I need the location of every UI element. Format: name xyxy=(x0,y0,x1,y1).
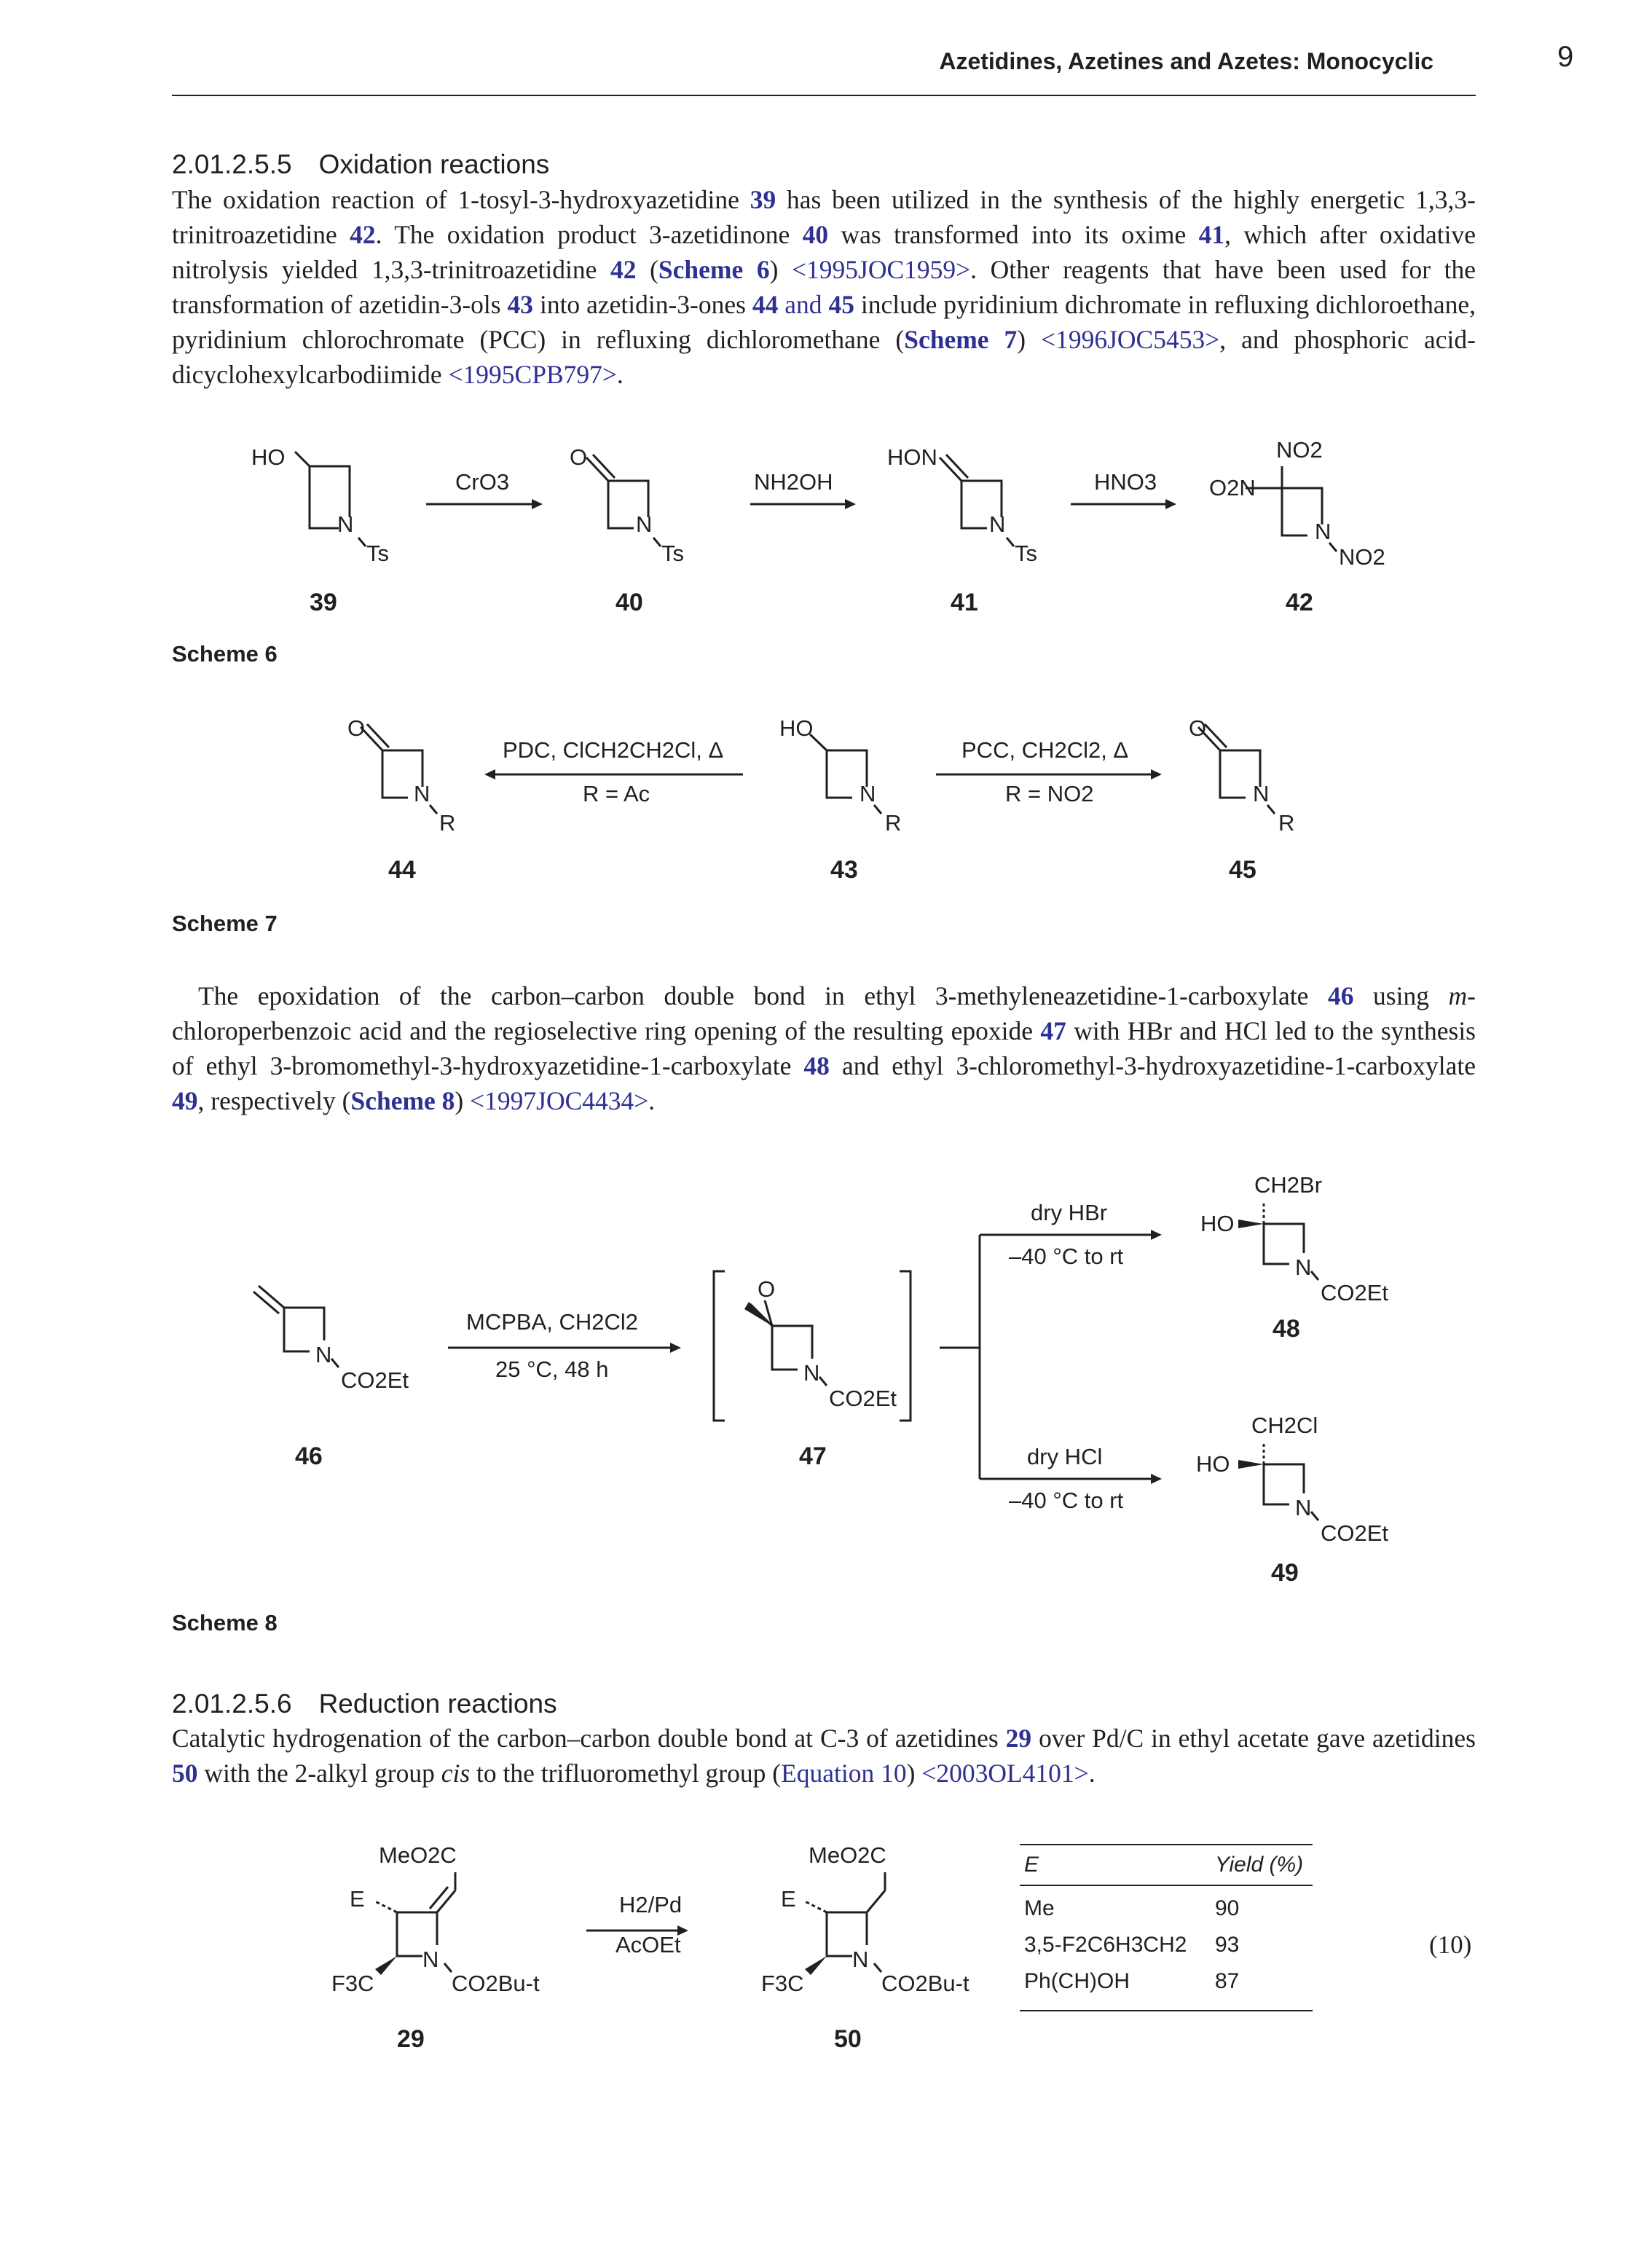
svg-text:HON: HON xyxy=(887,444,937,470)
compound-label-48: 48 xyxy=(1273,1315,1300,1343)
compound-label-47: 47 xyxy=(799,1442,827,1470)
svg-text:CO2Et: CO2Et xyxy=(1321,1520,1389,1546)
compound-label-42: 42 xyxy=(1286,589,1313,616)
svg-text:F3C: F3C xyxy=(331,1971,374,1996)
reagent-cro3: CrO3 xyxy=(455,469,510,495)
svg-text:Ts: Ts xyxy=(366,541,389,566)
svg-text:E: E xyxy=(781,1886,796,1912)
compound-ref-45[interactable]: 45 xyxy=(828,290,854,319)
scheme-6-graphic xyxy=(0,423,1652,656)
citation-link[interactable]: <1995CPB797> xyxy=(448,360,617,389)
scheme-8-link[interactable]: Scheme 8 xyxy=(350,1086,455,1115)
paragraph-reduction: Catalytic hydrogenation of the carbon–carbon double bond at C-3 of azetidines 29 over Pd/C in ethyl acetate gave azetidines 50 with the 2-alkyl group cis to the trifluoromethyl group (Equation 10) <2003OL4101>. xyxy=(172,1724,1476,1788)
page-number: 9 xyxy=(1557,41,1574,73)
compound-ref-39[interactable]: 39 xyxy=(750,185,776,214)
compound-ref-49[interactable]: 49 xyxy=(172,1086,198,1115)
svg-text:N: N xyxy=(989,511,1006,537)
scheme-8-graphic xyxy=(0,1158,1652,1610)
scheme-7-link[interactable]: Scheme 7 xyxy=(904,325,1018,354)
svg-text:HO: HO xyxy=(1196,1451,1230,1477)
equation-number: (10) xyxy=(1429,1931,1472,1959)
reagent-h2-pd: H2/Pd xyxy=(619,1892,683,1917)
svg-text:N: N xyxy=(1295,1254,1312,1280)
citation-link[interactable]: <1996JOC5453> xyxy=(1041,325,1220,354)
svg-text:R: R xyxy=(1278,810,1295,836)
table-row: Ph(CH)OH 87 xyxy=(1024,1969,1240,1993)
running-title: Azetidines, Azetines and Azetes: Monocyclic xyxy=(939,48,1433,74)
svg-text:N: N xyxy=(860,781,876,806)
section-heading-reduction: 2.01.2.5.6 Reduction reactions xyxy=(172,1689,557,1719)
column-header-e: E xyxy=(1024,1853,1039,1877)
svg-text:F3C: F3C xyxy=(761,1971,804,1996)
reagent-nh2oh: NH2OH xyxy=(754,469,833,495)
compound-label-29: 29 xyxy=(397,2025,425,2053)
svg-text:CH2Br: CH2Br xyxy=(1254,1172,1323,1198)
svg-text:N: N xyxy=(414,781,430,806)
svg-text:CO2Bu-t: CO2Bu-t xyxy=(452,1971,540,1996)
condition-r-ac: R = Ac xyxy=(583,781,650,806)
solvent-acoet: AcOEt xyxy=(615,1932,681,1957)
svg-text:N: N xyxy=(852,1947,869,1972)
table-row: 3,5-F2C6H3CH2 93 xyxy=(1024,1933,1240,1957)
svg-text:N: N xyxy=(315,1342,332,1367)
svg-text:NO2: NO2 xyxy=(1339,544,1385,570)
svg-text:HO: HO xyxy=(1200,1211,1235,1236)
scheme-8-label: Scheme 8 xyxy=(172,1610,278,1635)
compound-ref-44[interactable]: 44 xyxy=(752,290,779,319)
compound-ref-47[interactable]: 47 xyxy=(1040,1016,1066,1045)
column-header-yield: Yield (%) xyxy=(1215,1853,1304,1877)
scheme-6-link[interactable]: Scheme 6 xyxy=(658,255,770,284)
running-header xyxy=(172,42,1476,96)
compound-label-39: 39 xyxy=(310,589,337,616)
compound-ref-40[interactable]: 40 xyxy=(802,220,829,249)
svg-text:NO2: NO2 xyxy=(1276,437,1323,463)
compound-ref-50[interactable]: 50 xyxy=(172,1759,198,1788)
condition-hcl: –40 °C to rt xyxy=(1009,1488,1124,1513)
citation-link[interactable]: <1995JOC1959> xyxy=(792,255,971,284)
citation-link[interactable]: <2003OL4101> xyxy=(921,1759,1089,1788)
section-heading-oxidation: 2.01.2.5.5 Oxidation reactions xyxy=(172,149,550,179)
hydroxyl-label: HO xyxy=(251,444,286,470)
paragraph-epoxidation: The epoxidation of the carbon–carbon double bond in ethyl 3-methyleneazetidine-1-carboxylate 46 using m-chloroperbenzoic acid and the regioselective ring opening of the resulting epoxide 47 with HBr and HCl led to the synthesis of ethyl 3-bromomethyl-3-hydroxyazetidine-1-carboxylate 48 and ethyl 3-chloromethyl-3-hydroxyazetidine-1-carboxylate 49, respectively (Scheme 8) <1997JOC4434>. xyxy=(172,981,1476,1115)
svg-text:N: N xyxy=(1295,1495,1312,1520)
citation-link[interactable]: <1997JOC4434> xyxy=(470,1086,649,1115)
svg-text:O: O xyxy=(570,444,588,470)
compound-label-44: 44 xyxy=(388,856,416,884)
svg-text:N: N xyxy=(636,511,653,537)
svg-text:MeO2C: MeO2C xyxy=(809,1842,886,1868)
compound-label-49: 49 xyxy=(1271,1559,1299,1587)
svg-text:R: R xyxy=(885,810,902,836)
condition-25c: 25 °C, 48 h xyxy=(495,1356,609,1382)
svg-text:N: N xyxy=(1253,781,1270,806)
scheme-7-graphic xyxy=(0,699,1652,896)
svg-text:E: E xyxy=(350,1886,365,1912)
compound-ref-46[interactable]: 46 xyxy=(1327,981,1354,1010)
reagent-hno3: HNO3 xyxy=(1094,469,1157,495)
reagent-hbr: dry HBr xyxy=(1031,1200,1108,1225)
svg-text:MeO2C: MeO2C xyxy=(379,1842,457,1868)
table-row: Me 90 xyxy=(1024,1896,1240,1920)
svg-text:O: O xyxy=(758,1276,776,1302)
compound-label-45: 45 xyxy=(1229,856,1256,884)
svg-text:CO2Bu-t: CO2Bu-t xyxy=(881,1971,969,1996)
svg-text:N: N xyxy=(422,1947,439,1972)
reagent-pdc: PDC, ClCH2CH2Cl, Δ xyxy=(503,737,724,763)
reagent-mcpba: MCPBA, CH2Cl2 xyxy=(466,1309,638,1335)
equation-10-graphic xyxy=(0,1821,1005,2062)
compound-ref-41[interactable]: 41 xyxy=(1198,220,1225,249)
compound-label-50: 50 xyxy=(834,2025,862,2053)
svg-text:CH2Cl: CH2Cl xyxy=(1251,1413,1318,1438)
yield-table-header xyxy=(1020,1844,1313,1886)
scheme-7-label: Scheme 7 xyxy=(172,911,278,936)
condition-hbr: –40 °C to rt xyxy=(1009,1244,1124,1269)
paragraph-oxidation: The oxidation reaction of 1-tosyl-3-hydroxyazetidine 39 has been utilized in the synthesis of the highly energetic 1,3,3-trinitroazetidine 42. The oxidation product 3-azetidinone 40 was transformed into its oxime 41, which after oxidative nitrolysis yielded 1,3,3-trinitroazetidine 42 (Scheme 6) <1995JOC1959>. Other reagents that have been used for the transformation of azetidin-3-ols 43 into azetidin-3-ones 44 and 45 include pyridinium dichromate in refluxing dichloroethane, pyridinium chlorochromate (PCC) in refluxing dichloromethane (Scheme 7) <1996JOC5453>, and phosphoric acid-dicyclohexylcarbodiimide <1995CPB797>. xyxy=(172,185,1476,389)
compound-ref-42[interactable]: 42 xyxy=(350,220,376,249)
svg-text:N: N xyxy=(803,1360,820,1386)
svg-text:CO2Et: CO2Et xyxy=(1321,1280,1389,1305)
svg-text:N: N xyxy=(1315,519,1332,544)
compound-label-40: 40 xyxy=(615,589,643,616)
compound-label-46: 46 xyxy=(295,1442,323,1470)
svg-text:O: O xyxy=(1189,715,1207,741)
reagent-hcl: dry HCl xyxy=(1027,1444,1103,1469)
svg-text:N: N xyxy=(337,511,354,537)
compound-label-43: 43 xyxy=(830,856,858,884)
condition-r-no2: R = NO2 xyxy=(1005,781,1094,806)
equation-10-link[interactable]: Equation 10 xyxy=(781,1759,907,1788)
svg-text:O: O xyxy=(347,715,366,741)
svg-text:O2N: O2N xyxy=(1209,475,1256,500)
reagent-pcc: PCC, CH2Cl2, Δ xyxy=(961,737,1129,763)
compound-ref-42[interactable]: 42 xyxy=(610,255,637,284)
svg-text:Ts: Ts xyxy=(661,541,684,566)
compound-ref-43[interactable]: 43 xyxy=(507,290,534,319)
compound-label-41: 41 xyxy=(951,589,978,616)
compound-ref-48[interactable]: 48 xyxy=(803,1051,830,1080)
svg-text:HO: HO xyxy=(779,715,814,741)
compound-ref-29[interactable]: 29 xyxy=(1005,1724,1032,1753)
svg-text:CO2Et: CO2Et xyxy=(829,1386,897,1411)
scheme-6-label: Scheme 6 xyxy=(172,641,278,667)
svg-text:CO2Et: CO2Et xyxy=(341,1367,409,1393)
svg-text:R: R xyxy=(439,810,456,836)
svg-text:Ts: Ts xyxy=(1015,541,1037,566)
yield-table xyxy=(1020,1844,1313,2011)
